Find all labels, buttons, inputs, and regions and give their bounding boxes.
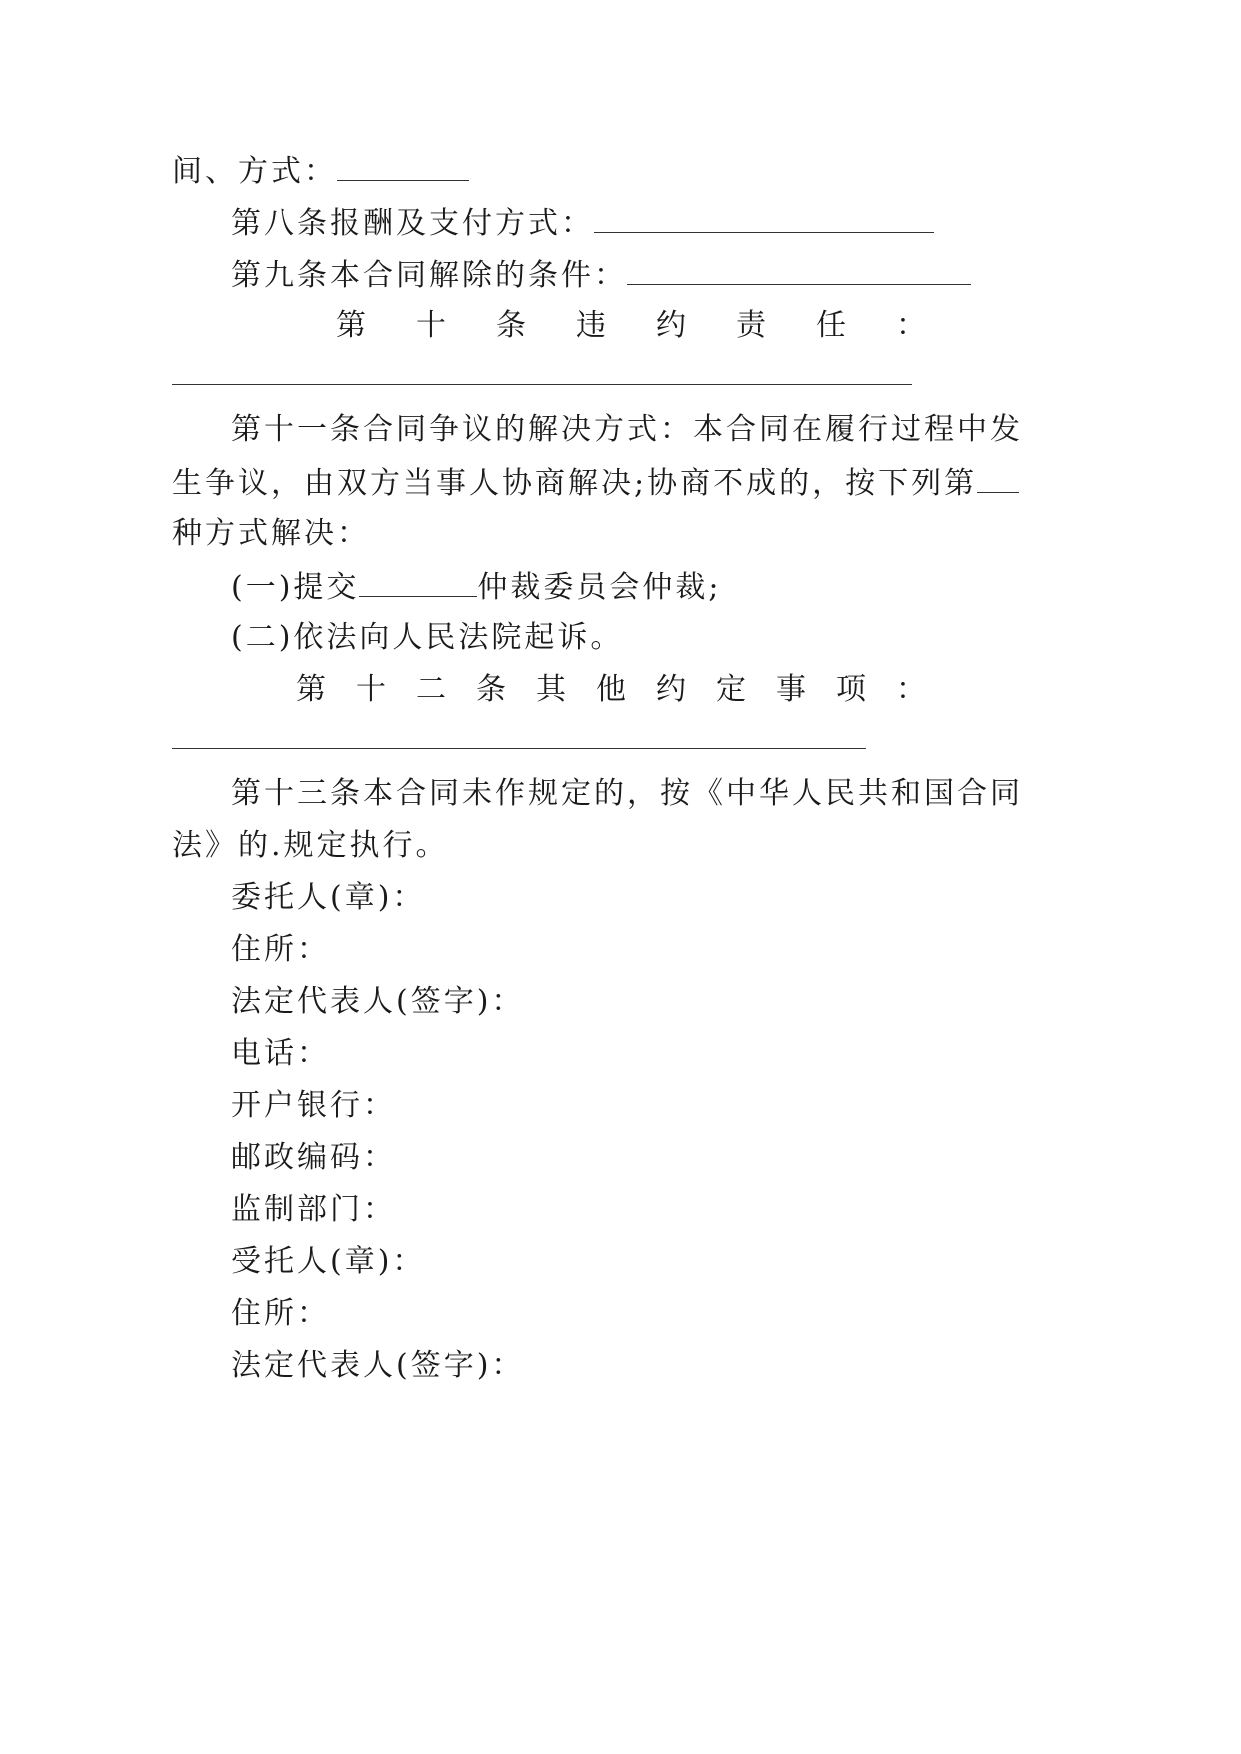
line-text: 住所： bbox=[231, 932, 330, 967]
article-13-line-2 bbox=[172, 826, 449, 866]
line-text: 监制部门： bbox=[231, 1192, 396, 1227]
signature-principal bbox=[231, 878, 425, 918]
spread-char: ： bbox=[896, 672, 926, 707]
article-13-line-1 bbox=[231, 774, 1023, 814]
signature-trustee-legal-rep bbox=[231, 1346, 524, 1386]
spread-char: 其 bbox=[536, 672, 566, 707]
spread-char: 条 bbox=[476, 672, 506, 707]
line-text: 电话： bbox=[231, 1036, 330, 1071]
fill-blank bbox=[337, 150, 469, 181]
spread-char: 事 bbox=[776, 672, 806, 707]
option-litigation bbox=[231, 618, 623, 658]
fill-blank bbox=[359, 566, 477, 597]
article-10-blank-line bbox=[172, 384, 912, 385]
line-text: 法》的.规定执行。 bbox=[172, 828, 449, 863]
spread-char: 违 bbox=[576, 308, 606, 343]
spread-char: 第 bbox=[296, 672, 326, 707]
line-text: 第八条报酬及支付方式： bbox=[231, 206, 594, 241]
spread-char: 第 bbox=[336, 308, 366, 343]
line-text: 法定代表人(签字)： bbox=[231, 984, 525, 1019]
line-text: 开户银行： bbox=[231, 1088, 396, 1123]
spread-char: 约 bbox=[656, 672, 686, 707]
article-9 bbox=[231, 254, 971, 296]
line-text: 间、方式： bbox=[172, 154, 337, 189]
spread-char: 约 bbox=[656, 308, 686, 343]
article-11-line-2 bbox=[172, 462, 1019, 504]
line-text: 委托人(章)： bbox=[231, 880, 426, 915]
article-11-line-3 bbox=[172, 514, 370, 554]
fill-blank bbox=[594, 202, 934, 233]
line-text: 仲裁委员会仲裁; bbox=[477, 570, 722, 605]
line-text: 种方式解决： bbox=[172, 516, 370, 551]
spread-char: 二 bbox=[416, 672, 446, 707]
article-12-blank-line bbox=[172, 748, 866, 749]
line-text: 第九条本合同解除的条件： bbox=[231, 258, 627, 293]
option-arbitration bbox=[231, 566, 722, 608]
signature-trustee bbox=[231, 1242, 425, 1282]
line-text: 第十一条合同争议的解决方式：本合同在履行过程中发 bbox=[231, 412, 1023, 447]
spread-char: 定 bbox=[716, 672, 746, 707]
spread-char: 他 bbox=[596, 672, 626, 707]
line-time-method bbox=[172, 150, 469, 192]
spread-char: 责 bbox=[736, 308, 766, 343]
signature-principal-address bbox=[231, 930, 330, 970]
spread-char: ： bbox=[896, 308, 926, 343]
spread-char: 条 bbox=[496, 308, 526, 343]
signature-bank bbox=[231, 1086, 396, 1126]
fill-blank bbox=[977, 462, 1019, 493]
spread-char: 任 bbox=[816, 308, 846, 343]
fill-blank bbox=[627, 254, 971, 285]
spread-char: 十 bbox=[416, 308, 446, 343]
spread-char: 十 bbox=[356, 672, 386, 707]
line-text: 第十三条本合同未作规定的，按《中华人民共和国合同 bbox=[231, 776, 1023, 811]
signature-postcode bbox=[231, 1138, 396, 1178]
article-11-line-1 bbox=[231, 410, 1023, 450]
line-text: 住所： bbox=[231, 1296, 330, 1331]
line-text: (一)提交 bbox=[231, 570, 360, 605]
line-text: 受托人(章)： bbox=[231, 1244, 426, 1279]
line-text: 邮政编码： bbox=[231, 1140, 396, 1175]
line-text: (二)依法向人民法院起诉。 bbox=[231, 620, 624, 655]
article-12-heading bbox=[296, 670, 926, 710]
article-10-heading bbox=[336, 306, 926, 346]
spread-char: 项 bbox=[836, 672, 866, 707]
line-text: 法定代表人(签字)： bbox=[231, 1348, 525, 1383]
article-8 bbox=[231, 202, 934, 244]
line-text: 生争议，由双方当事人协商解决;协商不成的，按下列第 bbox=[172, 466, 978, 501]
signature-supervisor bbox=[231, 1190, 396, 1230]
signature-principal-legal-rep bbox=[231, 982, 524, 1022]
signature-phone bbox=[231, 1034, 330, 1074]
signature-trustee-address bbox=[231, 1294, 330, 1334]
